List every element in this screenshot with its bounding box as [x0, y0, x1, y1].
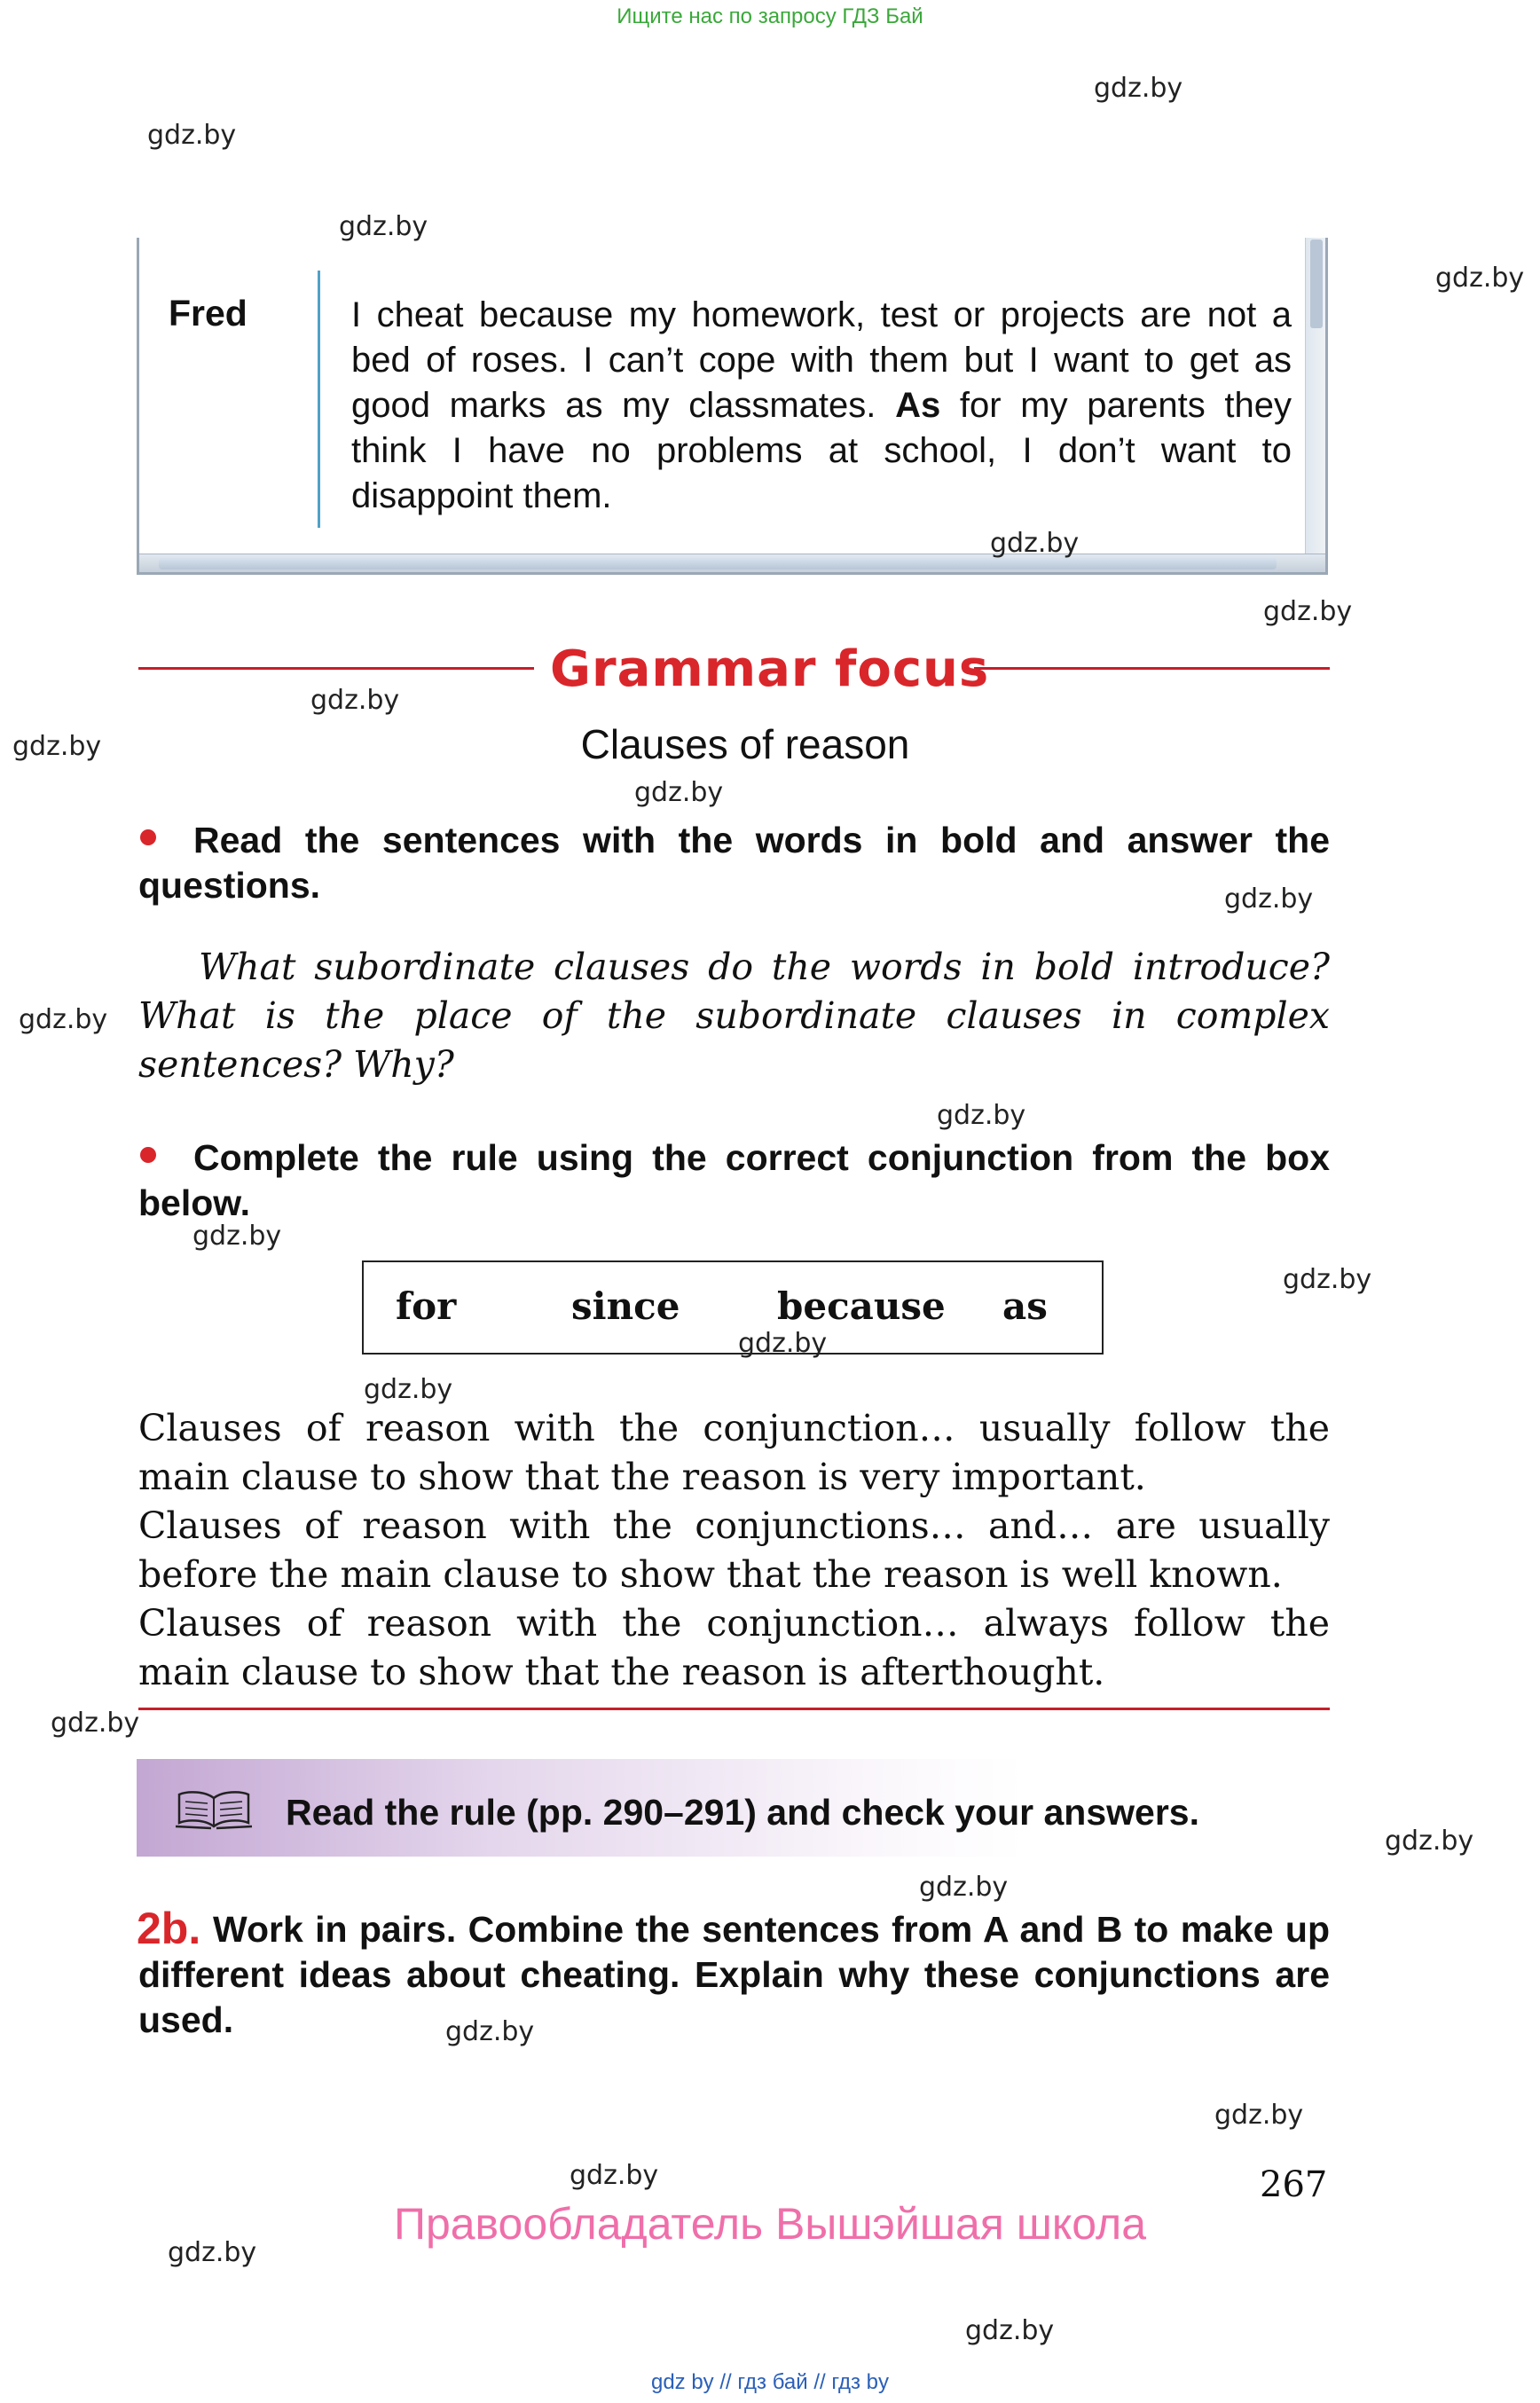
conjunction-word: for — [396, 1284, 457, 1328]
watermark: gdz.by — [738, 1328, 828, 1359]
testimonial-name: Fred — [169, 293, 248, 334]
watermark: gdz.by — [937, 1100, 1026, 1131]
watermark: gdz.by — [990, 528, 1080, 559]
watermark: gdz.by — [339, 211, 428, 242]
conjunction-word: since — [571, 1284, 680, 1328]
watermark: gdz.by — [168, 2237, 257, 2268]
section-subtitle: Clauses of reason — [580, 721, 910, 767]
questions: What subordinate clauses do the words in bold introduce? What is the place of the subordinate clauses in complex sentences? Why? — [138, 946, 1330, 1086]
conjunction-word: as — [1002, 1284, 1048, 1328]
scroll-thumb[interactable] — [1310, 240, 1323, 328]
top-banner: Ищите нас по запросу ГДЗ Бай — [617, 4, 923, 28]
instruction-read: Read the sentences with the words in bold and answer the questions. — [138, 820, 1330, 906]
watermark: gdz.by — [919, 1872, 1009, 1903]
conjunction-box — [362, 1260, 1104, 1355]
watermark: gdz.by — [1224, 883, 1314, 915]
exercise-number: 2b. — [137, 1904, 201, 1953]
footer-links[interactable]: gdz by // гдз бай // гдз by — [650, 2370, 890, 2394]
watermark: gdz.by — [1263, 596, 1353, 627]
section-title: Grammar focus — [550, 640, 990, 698]
watermark: gdz.by — [364, 1374, 453, 1405]
watermark: gdz.by — [1435, 263, 1525, 294]
exercise-text: Work in pairs. Combine the sentences from A and B to make up different ideas about cheating. Explain why these conjunctions are used. — [138, 1909, 1330, 2040]
rule-line: Clauses of reason with the conjunction… always follow the — [138, 1602, 1330, 1645]
watermark: gdz.by — [570, 2160, 659, 2191]
page-number: 267 — [1260, 2164, 1328, 2205]
watermark: gdz.by — [147, 120, 237, 151]
section-end-rule — [138, 1708, 1330, 1710]
heading-rule-left — [138, 667, 534, 670]
watermark: gdz.by — [310, 685, 400, 716]
testimonial-divider — [318, 271, 320, 528]
open-book-icon — [174, 1787, 254, 1836]
watermark: gdz.by — [1094, 73, 1183, 104]
horizontal-scrollbar[interactable] — [139, 554, 1325, 572]
conjunction-word: because — [777, 1284, 946, 1328]
instruction-complete: Complete the rule using the correct conjunction from the box below. — [138, 1137, 1330, 1223]
rule-line: main clause to show that the reason is very important. — [138, 1456, 1146, 1498]
read-rule-text: Read the rule (pp. 290–291) and check your answers. — [286, 1792, 1199, 1833]
watermark: gdz.by — [12, 731, 102, 762]
watermark: gdz.by — [19, 1004, 108, 1035]
rule-line: Clauses of reason with the conjunction… usually follow the — [138, 1407, 1330, 1449]
watermark: gdz.by — [965, 2315, 1055, 2346]
copyright-owner: Правообладатель Вышэйшая школа — [394, 2199, 1146, 2249]
rule-text — [138, 1404, 1330, 1697]
watermark: gdz.by — [1283, 1264, 1372, 1295]
rule-line: before the main clause to show that the reason is well known. — [138, 1553, 1283, 1596]
vertical-scrollbar[interactable] — [1305, 238, 1325, 572]
watermark: gdz.by — [51, 1708, 140, 1739]
rule-line: main clause to show that the reason is afterthought. — [138, 1651, 1105, 1693]
rule-line: Clauses of reason with the conjunctions… and… are usually — [138, 1504, 1330, 1547]
watermark: gdz.by — [1385, 1826, 1474, 1857]
watermark: gdz.by — [1214, 2100, 1304, 2131]
watermark: gdz.by — [192, 1221, 282, 1252]
watermark: gdz.by — [445, 2016, 535, 2047]
scroll-thumb-horizontal[interactable] — [159, 558, 1277, 569]
heading-rule-right — [974, 667, 1330, 670]
testimonial-text: I cheat because my homework, test or projects are not a bed of roses. I can’t cope with them but I want to get as good marks as my classmates. As for my parents they think I have no problems at school, I don’t want to disappoint them. — [351, 295, 1292, 515]
watermark: gdz.by — [634, 777, 724, 808]
